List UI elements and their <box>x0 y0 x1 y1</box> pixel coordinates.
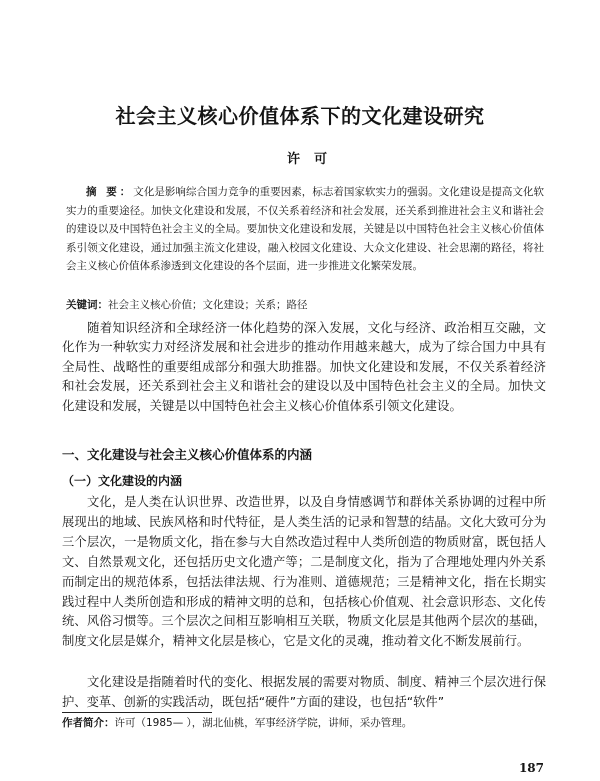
footnote-text: 许可（1985— ），湖北仙桃，军事经济学院，讲师，采办管理。 <box>114 717 413 729</box>
abstract <box>66 183 544 276</box>
body-paragraph-1: 文化，是人类在认识世界、改造世界，以及自身情感调节和群体关系协调的过程中所展现出的地域、民族风格和时代特征，是人类生活的记录和智慧的结晶。文化大致可分为三个层次，一是物质文化，指在参与大自然改造过程中人类所创造的物质财富，既包括人文、自然景观文化，还包括历史文化遗产等；二是制度文化，指为了合理地处理内外关系而制定出的规范体系，包括法律法规、行为准则、道德规范；三是精神文化，指在长期实践过程中人类所创造和形成的精神文明的总和，包括核心价值观、社会意识形态、文化传统、风俗习惯等。三个层次之间相互影响相互关联，物质文化层是其他两个层次的基础，制度文化层是媒介，精神文化层是核心，它是文化的灵魂，推动着文化不断发展前行。 <box>62 495 546 649</box>
paper-title: 社会主义核心价值体系下的文化建设研究 <box>115 104 485 128</box>
keywords <box>66 296 544 314</box>
author-name: 许可 <box>286 152 341 167</box>
page-number: 187 <box>518 761 544 775</box>
author-footnote <box>62 716 546 730</box>
abstract-text: 文化是影响综合国力竞争的重要因素，标志着国家软实力的强弱。文化建设是提高文化软实力的重要途径。加快文化建设和发展，不仅关系着经济和社会发展，还关系到推进社会主义和谐社会的建设以及中国特色社会主义的全局。要加快文化建设和发展，关键是以中国特色社会主义核心价值体系引领文化建设，通过加强主流文化建设，融入校园文化建设、大众文化建设、社会思潮的路径，将社会主义核心价值体系渗透到文化建设的各个层面，进一步推进文化繁荣发展。 <box>66 186 545 273</box>
section-heading: 一、文化建设与社会主义核心价值体系的内涵 <box>62 447 313 462</box>
body-paragraph-2: 文化建设是指随着时代的变化、根据发展的需要对物质、制度、精神三个层次进行保护、变革、创新的实践活动，既包括“硬件”方面的建设，也包括“软件” <box>62 675 546 709</box>
intro-paragraph: 随着知识经济和全球经济一体化趋势的深入发展，文化与经济、政治相互交融，文化作为一种软实力对经济发展和社会进步的推动作用越来越大，成为了综合国力中具有全局性、战略性的重要组成部分和强大助推器。加快文化建设和发展，不仅关系着经济和社会发展，还关系到社会主义和谐社会的建设以及中国特色社会主义的全局。加快文化建设和发展，关键是以中国特色社会主义核心价值体系引领文化建设。 <box>62 320 546 413</box>
footnote-divider <box>62 712 212 713</box>
footnote-label: 作者简介： <box>62 717 115 729</box>
keywords-label: 关键词： <box>66 299 108 311</box>
keywords-text: 社会主义核心价值；文化建设；关系；路径 <box>108 299 308 311</box>
abstract-label: 摘 要： <box>86 186 134 198</box>
subsection-heading: （一）文化建设的内涵 <box>62 474 183 488</box>
